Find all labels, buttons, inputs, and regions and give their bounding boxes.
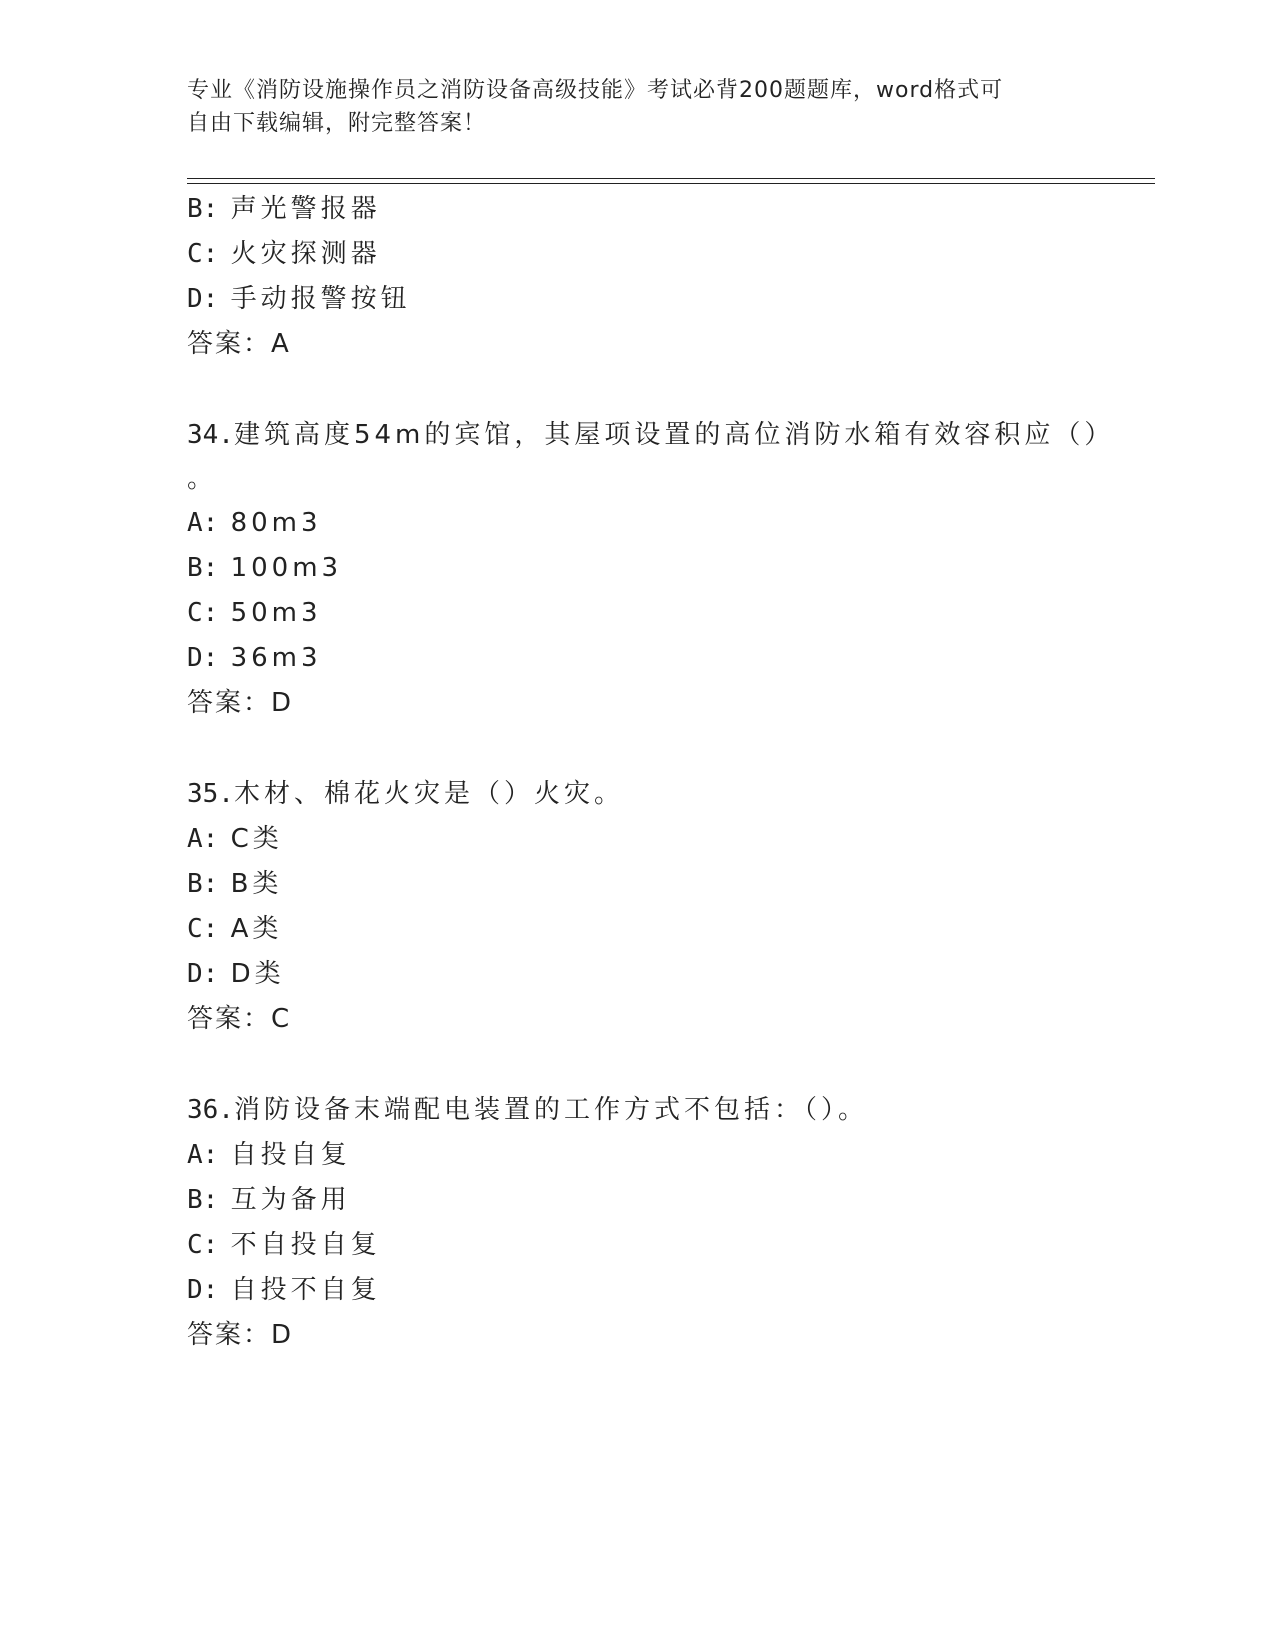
option-letter: C: (187, 1230, 219, 1260)
question-stem (187, 418, 1114, 452)
answer-line: 答案：D (187, 1320, 294, 1350)
option-text: 手动报警按钮 (230, 284, 411, 314)
question-stem (187, 777, 624, 811)
question-text: 建筑高度54m的宾馆，其屋项设置的高位消防水箱有效容积应（） (233, 420, 1115, 450)
option-letter: A: (187, 508, 219, 538)
option-letter: A: (187, 824, 219, 854)
option-b (187, 192, 381, 226)
option-b (187, 1183, 351, 1217)
option-text: 100m3 (230, 553, 343, 583)
question-text-continuation: 。 (187, 464, 218, 494)
option-d (187, 957, 285, 991)
option-text: 自投自复 (230, 1140, 351, 1170)
option-c (187, 912, 282, 946)
option-letter: D: (187, 643, 219, 673)
header-line-2: 自由下载编辑，附完整答案！ (187, 111, 487, 136)
option-text: 不自投自复 (230, 1230, 381, 1260)
option-text: 50m3 (230, 598, 322, 628)
option-text: 声光警报器 (230, 194, 381, 224)
option-text: A类 (230, 914, 283, 944)
option-letter: A: (187, 1140, 219, 1170)
document-header (187, 74, 1067, 140)
option-a (187, 822, 283, 856)
option-letter: B: (187, 1185, 219, 1215)
option-letter: C: (187, 239, 219, 269)
answer-line: 答案：C (187, 1004, 292, 1034)
option-text: B类 (230, 869, 283, 899)
option-b (187, 551, 342, 585)
option-text: 互为备用 (230, 1185, 351, 1215)
option-letter: C: (187, 598, 219, 628)
option-text: 80m3 (230, 508, 322, 538)
option-b (187, 867, 282, 901)
option-letter: D: (187, 1275, 219, 1305)
option-letter: D: (187, 284, 219, 314)
option-c (187, 237, 381, 271)
answer-line: 答案：D (187, 688, 294, 718)
question-stem (187, 1093, 868, 1127)
question-number: 34. (187, 420, 234, 450)
option-c (187, 1228, 381, 1262)
answer-line: 答案：A (187, 329, 291, 359)
option-d (187, 641, 322, 675)
option-letter: B: (187, 194, 219, 224)
option-letter: B: (187, 869, 219, 899)
option-letter: C: (187, 914, 219, 944)
header-divider-bottom (187, 183, 1155, 184)
question-text: 消防设备末端配电装置的工作方式不包括：（）。 (233, 1095, 868, 1125)
option-d (187, 282, 411, 316)
option-text: C类 (230, 824, 283, 854)
option-a (187, 1138, 351, 1172)
option-text: 自投不自复 (230, 1275, 381, 1305)
option-a (187, 506, 322, 540)
question-text: 木材、棉花火灾是（）火灾。 (233, 779, 624, 809)
header-line-1: 专业《消防设施操作员之消防设备高级技能》考试必背200题题库，word格式可 (187, 78, 1004, 103)
question-number: 35. (187, 779, 234, 809)
option-letter: D: (187, 959, 219, 989)
option-letter: B: (187, 553, 219, 583)
option-c (187, 596, 322, 630)
option-text: D类 (230, 959, 285, 989)
option-text: 36m3 (230, 643, 322, 673)
header-divider-top (187, 178, 1155, 179)
option-text: 火灾探测器 (230, 239, 381, 269)
question-number: 36. (187, 1095, 234, 1125)
option-d (187, 1273, 381, 1307)
